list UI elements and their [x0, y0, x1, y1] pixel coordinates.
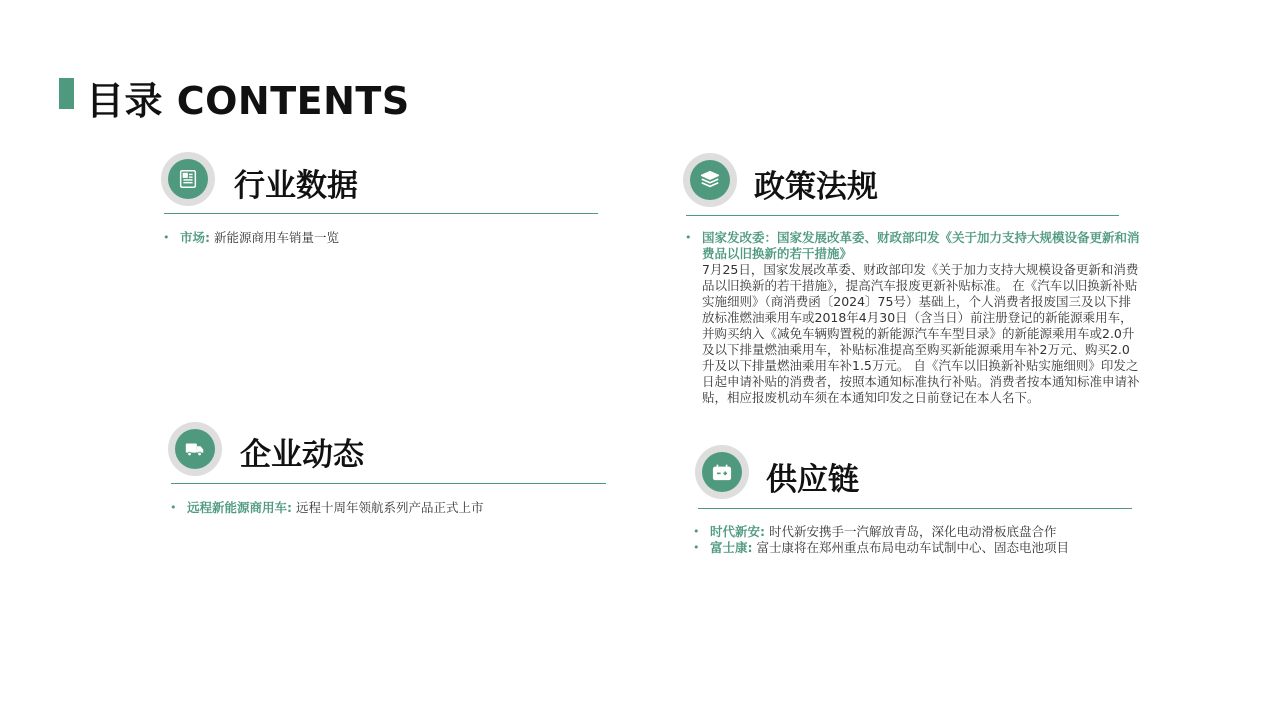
list-item: • 远程新能源商用车: 远程十周年领航系列产品正式上市 — [170, 500, 610, 516]
battery-icon — [695, 445, 749, 499]
section-title-industry: 行业数据 — [234, 168, 358, 204]
list-item: • 时代新安: 时代新安携手一汽解放青岛，深化电动滑板底盘合作 — [693, 524, 1163, 540]
layers-icon — [683, 153, 737, 207]
title-accent-bar — [59, 78, 74, 109]
section-divider-enterprise — [171, 483, 606, 484]
policy-list — [685, 230, 1140, 406]
section-title-supply: 供应链 — [766, 462, 859, 498]
supply-list — [693, 524, 1163, 556]
industry-list — [163, 230, 603, 246]
enterprise-list — [170, 500, 610, 516]
list-item: • 国家发改委：国家发展改革委、财政部印发《关于加力支持大规模设备更新和消费品以旧换新的若干措施》 7月25日，国家发展改革委、财政部印发《关于加力支持大规模设备更新和消费品以旧换新的若干措施》，提高汽车报废更新补贴标准。 在《汽车以旧换新补贴实施细则》（商消费函〔2024〕75号）基础上，个人消费者报废国三及以下排放标准燃油乘用车或2018年4月30日（含当日）前注册登记的新能源乘用车，并购买纳入《减免车辆购置税的新能源汽车车型目录》的新能源乘用车或2.0升及以下排量燃油乘用车，补贴标准提高至购买新能源乘用车补2万元、购买2.0升及以下排量燃油乘用车补1.5万元。 自《汽车以旧换新补贴实施细则》印发之日起申请补贴的消费者，按照本通知标准执行补贴。消费者按本通知标准申请补贴，相应报废机动车须在本通知印发之日前登记在本人名下。 — [685, 230, 1140, 406]
section-title-enterprise: 企业动态 — [240, 437, 364, 473]
section-divider-policy — [686, 215, 1119, 216]
truck-icon — [168, 422, 222, 476]
section-title-policy: 政策法规 — [754, 169, 878, 205]
section-divider-industry — [164, 213, 598, 214]
newspaper-icon — [161, 152, 215, 206]
list-item: • 富士康: 富士康将在郑州重点布局电动车试制中心、固态电池项目 — [693, 540, 1163, 556]
list-item: • 市场: 新能源商用车销量一览 — [163, 230, 603, 246]
page-title: 目录 CONTENTS — [86, 79, 410, 123]
section-divider-supply — [698, 508, 1132, 509]
